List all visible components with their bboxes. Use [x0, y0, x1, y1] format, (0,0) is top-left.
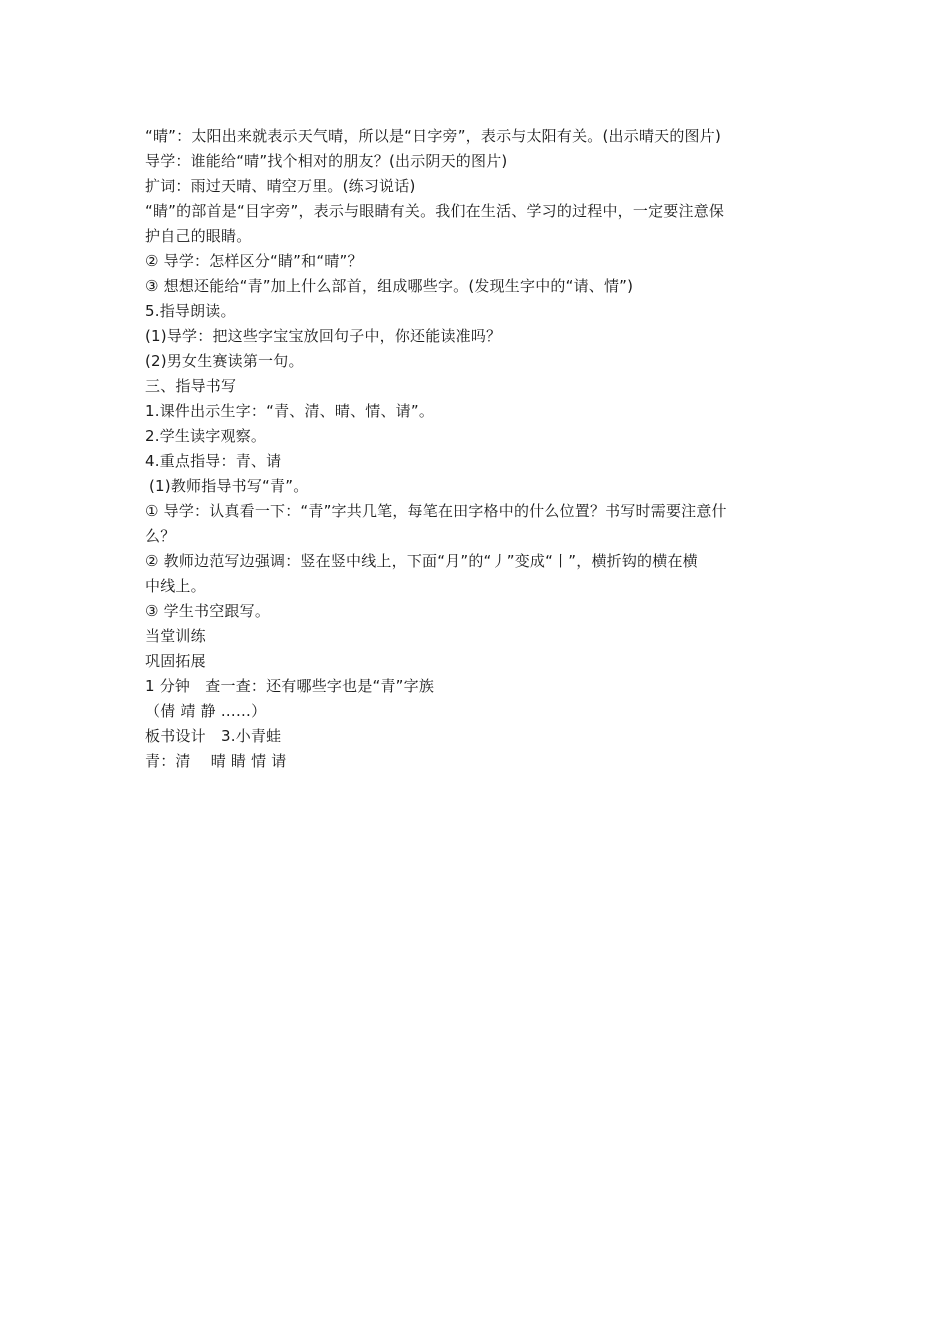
- text-line-3: 扩词：雨过天晴、晴空万里。(练习说话): [145, 177, 416, 195]
- text-line-21: 当堂训练: [145, 627, 206, 645]
- text-line-26: 青：清 晴 睛 情 请: [145, 752, 287, 770]
- text-line-23: 1 分钟 查一查：还有哪些字也是“青”字族: [145, 677, 435, 695]
- text-line-12: 1.课件出示生字：“青、清、晴、情、请”。: [145, 402, 435, 420]
- text-line-20: ③ 学生书空跟写。: [145, 602, 271, 620]
- text-line-8: 5.指导朗读。: [145, 302, 236, 320]
- text-line-13: 2.学生读字观察。: [145, 427, 267, 445]
- text-line-18: ② 教师边范写边强调：竖在竖中线上，下面“月”的“丿”变成“丨”，横折钩的横在横: [145, 552, 698, 570]
- document-body: [145, 124, 807, 774]
- text-line-17: 么？: [145, 527, 176, 545]
- text-line-9: (1)导学：把这些字宝宝放回句子中，你还能读准吗？: [145, 327, 502, 345]
- text-line-2: 导学：谁能给“晴”找个相对的朋友？(出示阴天的图片): [145, 152, 508, 170]
- text-line-15: (1)教师指导书写“青”。: [149, 477, 309, 495]
- text-line-24: （倩 靖 静 ……）: [145, 702, 267, 720]
- text-line-4: “睛”的部首是“目字旁”，表示与眼睛有关。我们在生活、学习的过程中，一定要注意保: [145, 202, 725, 220]
- text-line-7: ③ 想想还能给“青”加上什么部首，组成哪些字。(发现生字中的“请、情”): [145, 277, 634, 295]
- text-line-16: ① 导学：认真看一下：“青”字共几笔，每笔在田字格中的什么位置？书写时需要注意什: [145, 502, 727, 520]
- section-heading: 三、指导书写: [145, 377, 237, 395]
- text-line-19: 中线上。: [145, 577, 206, 595]
- text-line-5: 护自己的眼睛。: [145, 227, 252, 245]
- text-line-1: “晴”：太阳出来就表示天气晴，所以是“日字旁”，表示与太阳有关。(出示晴天的图片): [145, 127, 721, 145]
- text-line-22: 巩固拓展: [145, 652, 206, 670]
- text-line-10: (2)男女生赛读第一句。: [145, 352, 304, 370]
- text-line-25: 板书设计 3.小青蛙: [145, 727, 282, 745]
- text-line-6: ② 导学：怎样区分“睛”和“晴”？: [145, 252, 363, 270]
- text-line-14: 4.重点指导：青、请: [145, 452, 282, 470]
